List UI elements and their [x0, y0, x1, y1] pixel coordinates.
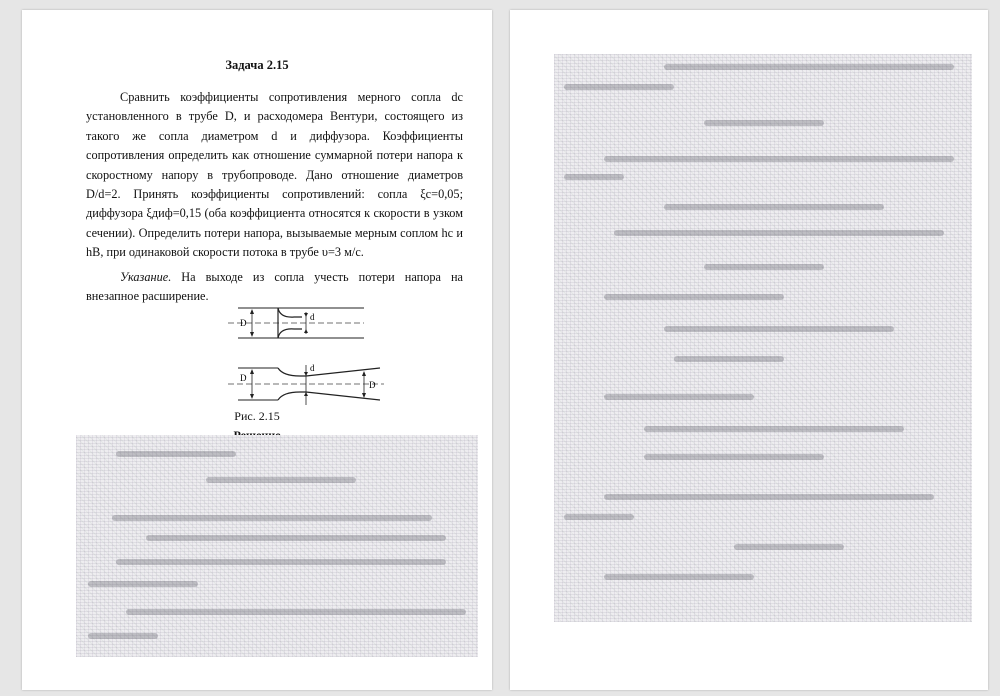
obscured-line — [146, 535, 446, 541]
obscured-formula — [664, 204, 884, 210]
obscured-line — [564, 514, 634, 520]
obscured-line — [112, 515, 432, 521]
obscured-line — [604, 294, 784, 300]
obscured-line — [604, 156, 954, 162]
obscured-formula — [644, 454, 824, 460]
obscured-page-content — [554, 54, 972, 622]
nozzle-diagram — [226, 300, 366, 344]
label-d: d — [310, 312, 315, 322]
note-text: На выходе из сопла учесть потери напора на внезапное расширение. — [86, 269, 463, 304]
nozzle-svg — [226, 300, 366, 344]
obscured-solution-region — [76, 435, 478, 657]
obscured-formula — [206, 477, 356, 483]
obscured-line — [604, 394, 754, 400]
obscured-line — [88, 633, 158, 639]
obscured-line — [88, 581, 198, 587]
task-title: Задача 2.15 — [225, 58, 289, 72]
obscured-formula — [734, 544, 844, 550]
problem-paragraph: Сравнить коэффициенты сопротивления мерного сопла dc установленного в трубе D, и расходомера Вентури, состоящего из такого же сопла диаметром d и диффузора. Коэффициенты сопротивления определить как отношение суммарной потери напора к скоростному напору в трубопроводе. Дано отношение диаметров D/d=2. Принять коэффициенты сопротивлений: сопла ξc=0,05; диффузора ξдиф=0,15 (оба коэффициента относятся к скорости в узком сечении). Определить потери напора, вызываемые мерным соплом hc и hВ, при одинаковой скорости потока в трубе υ=3 м/с. — [86, 90, 463, 260]
obscured-formula — [704, 120, 824, 126]
obscured-formula — [674, 356, 784, 362]
obscured-formula — [644, 426, 904, 432]
venturi-diagram — [226, 363, 386, 409]
label-D: D — [240, 318, 247, 328]
document-page-right — [510, 10, 988, 690]
obscured-line — [564, 174, 624, 180]
document-page-left — [22, 10, 492, 690]
label-d-throat: d — [310, 363, 315, 373]
label-D-inlet: D — [240, 373, 247, 383]
obscured-line — [664, 64, 954, 70]
obscured-line — [564, 84, 674, 90]
obscured-formula — [664, 326, 894, 332]
obscured-line — [126, 609, 466, 615]
note-label: Указание. — [120, 269, 172, 284]
label-D-outlet: D — [369, 380, 376, 390]
problem-statement — [86, 88, 463, 306]
obscured-line — [116, 559, 446, 565]
figure-caption: Рис. 2.15 — [234, 409, 280, 423]
obscured-line — [604, 574, 754, 580]
obscured-line — [116, 451, 236, 457]
obscured-line — [614, 230, 944, 236]
obscured-formula — [704, 264, 824, 270]
obscured-line — [604, 494, 934, 500]
venturi-svg — [226, 363, 386, 409]
